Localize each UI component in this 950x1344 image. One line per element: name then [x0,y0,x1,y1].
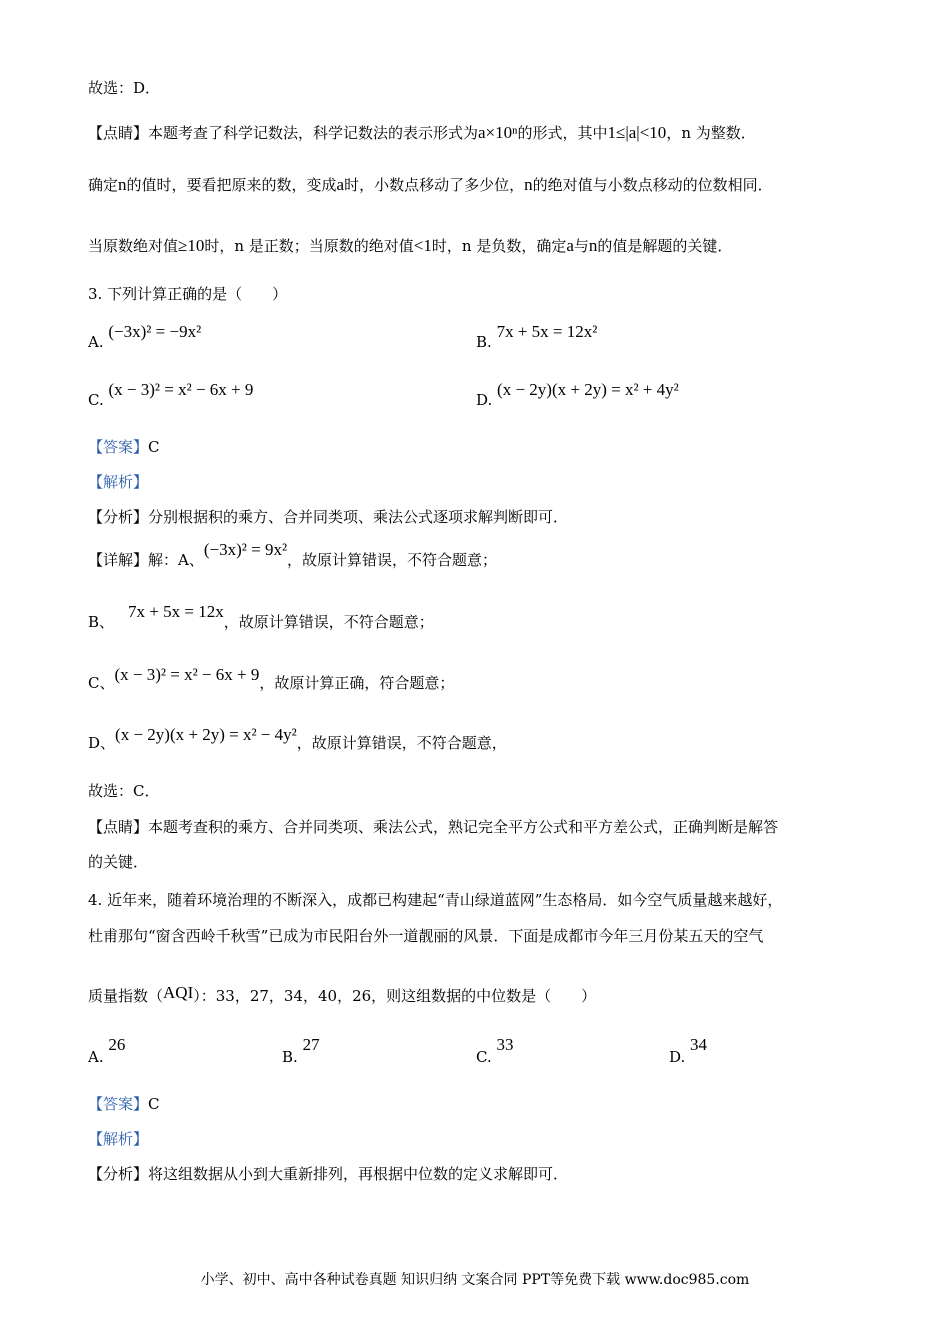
q3-note-1: 【点睛】本题考查积的乘方、合并同类项、乘法公式，熟记完全平方公式和平方差公式，正确判断是解答 [88,818,779,836]
q4-jiexi-label: 【解析】 [88,1130,149,1148]
tip-line-2: 确定n的值时，要看把原来的数，变成a时，小数点移动了多少位，n的绝对值与小数点移动的位数相同． [88,175,773,194]
q3-answer: 【答案】C [88,438,160,456]
q3-option-c: C. (x − 3)² = x² − 6x + 9 [88,380,254,409]
q4-analysis: 【分析】将这组数据从小到大重新排列，再根据中位数的定义求解即可． [88,1165,569,1183]
q4-option-d: D. 34 [669,1035,708,1066]
q3-analysis: 【分析】分别根据积的乘方、合并同类项、乘法公式逐项求解判断即可． [88,508,569,526]
q4-option-b: B. 27 [282,1035,320,1066]
tip-scientific-notation: 【点睛】本题考查了科学记数法，科学记数法的表示形式为a×10ⁿ的形式，其中1≤|a|<10，n 为整数． [88,123,756,142]
q3-jiexi-label: 【解析】 [88,473,149,491]
q4-answer: 【答案】C [88,1095,160,1113]
q3-option-b: B. 7x + 5x = 12x² [476,322,598,351]
q4-stem-3: 质量指数（AQI）：33，27，34，40，26，则这组数据的中位数是（ ） [88,983,597,1005]
q3-option-a: A. (−3x)² = −9x² [88,322,202,351]
q3-detail-d: D、(x − 2y)(x + 2y) = x² − 4y²，故原计算错误，不符合题意， [88,725,507,752]
page-footer: 小学、初中、高中各种试卷真题 知识归纳 文案合同 PPT等免费下载 www.doc985.com [200,1272,750,1288]
tip-line-3: 当原数绝对值≥10时，n 是正数；当原数的绝对值<1时，n 是负数，确定a与n的值是解题的关键． [88,236,733,255]
q3-option-d: D. (x − 2y)(x + 2y) = x² + 4y² [476,380,679,409]
q3-choose: 故选：C． [88,782,160,800]
q4-stem-2: 杜甫那句“窗含西岭千秋雪”已成为市民阳台外一道靓丽的风景．下面是成都市今年三月份某五天的空气 [88,927,764,945]
q4-stem-1: 4. 近年来，随着环境治理的不断深入，成都已构建起“青山绿道蓝网”生态格局．如今空气质量越来越好， [88,891,783,909]
q4-option-a: A. 26 [88,1035,126,1066]
q3-note-2: 的关键． [88,853,149,871]
previous-choice-line: 故选：D． [88,79,161,97]
q3-detail-a: 【详解】解：A、(−3x)² = 9x²，故原计算错误，不符合题意； [88,540,498,569]
q4-option-c: C. 33 [476,1035,514,1066]
q3-detail-c: C、(x − 3)² = x² − 6x + 9，故原计算正确，符合题意； [88,665,455,692]
q3-stem: 3. 下列计算正确的是（ ） [88,285,288,303]
q3-detail-b: B、7x + 5x = 12x，故原计算错误，不符合题意； [88,602,434,631]
